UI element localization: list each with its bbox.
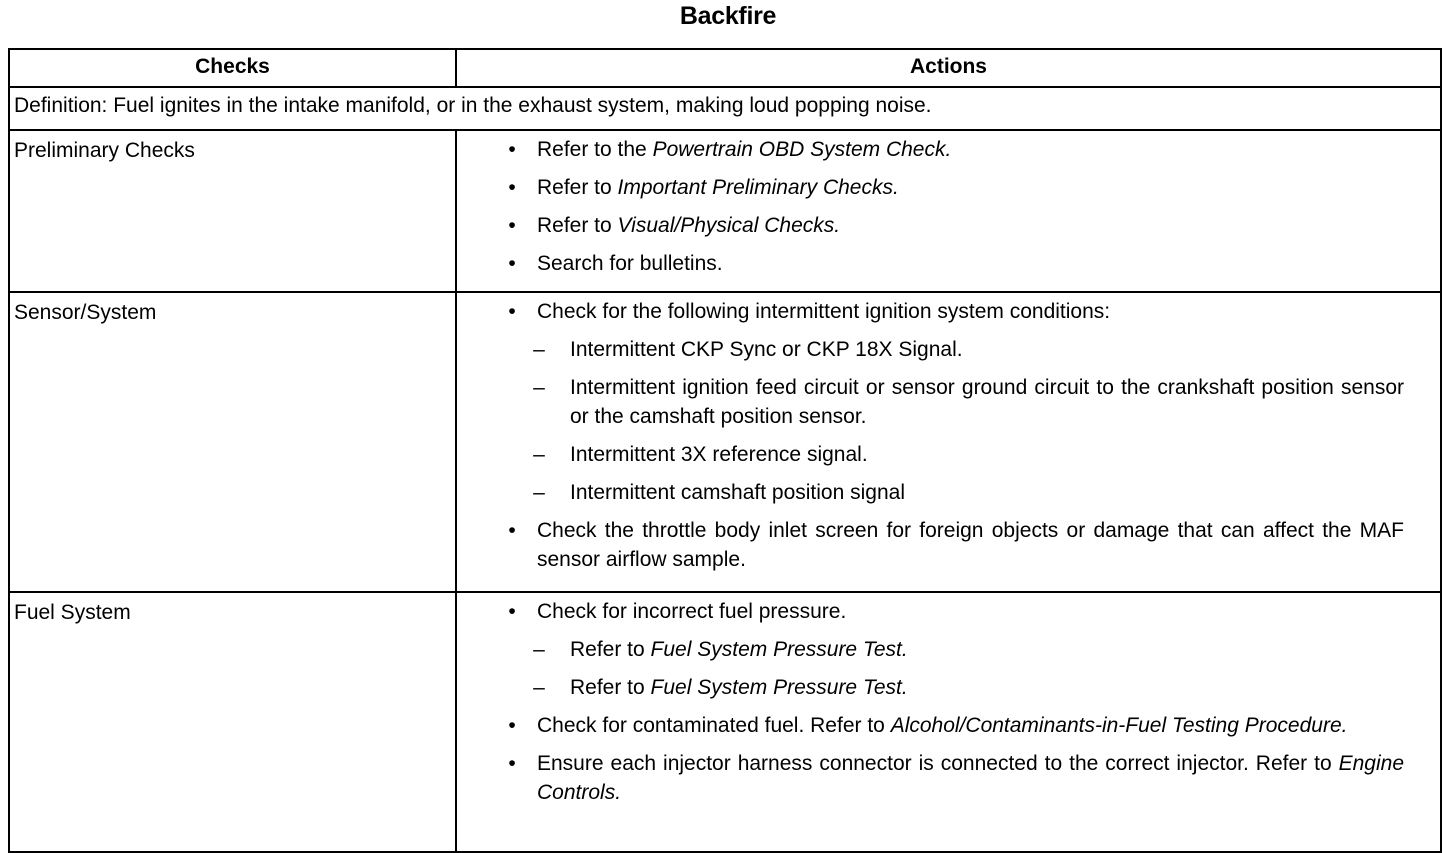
action-text: Intermittent camshaft position signal (570, 481, 905, 504)
action-sub-item (497, 373, 1404, 431)
bullet-icon: • (508, 300, 516, 323)
action-text: Ensure each injector harness connector is connected to the correct injector. Refer to (537, 752, 1339, 775)
dash-icon: – (533, 443, 545, 466)
dash-icon: – (533, 676, 545, 699)
actions-cell (456, 292, 1441, 592)
action-text: Intermittent 3X reference signal. (570, 443, 868, 466)
action-reference: Engine Controls. (537, 752, 1404, 804)
action-reference: Important Preliminary Checks. (617, 176, 899, 199)
action-text: Refer to (537, 176, 618, 199)
action-reference: Powertrain OBD System Check. (652, 138, 952, 161)
action-bullet-item (497, 135, 1404, 164)
table-row (9, 130, 1441, 292)
check-cell: Preliminary Checks (9, 130, 456, 292)
definition-cell: Definition: Fuel ignites in the intake manifold, or in the exhaust system, making loud popping noise. (9, 87, 1441, 130)
dash-icon: – (533, 481, 545, 504)
action-sub-item (497, 335, 1404, 364)
action-text: Check the throttle body inlet screen for foreign objects or damage that can affect the MAF sensor airflow sample. (537, 519, 1404, 571)
actions-cell (456, 592, 1441, 852)
action-text: Intermittent CKP Sync or CKP 18X Signal. (570, 338, 963, 361)
table-row (9, 592, 1441, 852)
action-reference: Fuel System Pressure Test. (650, 676, 908, 699)
action-bullet-item (497, 173, 1404, 202)
action-bullet-item (497, 597, 1404, 626)
bullet-icon: • (508, 138, 516, 161)
action-sub-item (497, 440, 1404, 469)
action-bullet-item (497, 249, 1404, 278)
actions-cell (456, 130, 1441, 292)
checks-column-header: Checks (9, 49, 456, 87)
action-reference: Visual/Physical Checks. (617, 214, 841, 237)
action-bullet-item (497, 516, 1404, 574)
bullet-icon: • (508, 600, 516, 623)
action-text: Refer to the (537, 138, 653, 161)
action-text: Refer to (570, 676, 651, 699)
table-row (9, 292, 1441, 592)
dash-icon: – (533, 376, 545, 399)
bullet-icon: • (508, 176, 516, 199)
action-reference: Fuel System Pressure Test. (650, 638, 908, 661)
action-text: Refer to (537, 214, 618, 237)
action-bullet-item (497, 297, 1404, 326)
document-title: Backfire (679, 2, 777, 30)
action-reference: Alcohol/Contaminants-in-Fuel Testing Procedure. (890, 714, 1348, 737)
action-sub-item (497, 478, 1404, 507)
dash-icon: – (533, 338, 545, 361)
action-text: Check for contaminated fuel. Refer to (537, 714, 891, 737)
action-text: Search for bulletins. (537, 252, 723, 275)
dash-icon: – (533, 638, 545, 661)
bullet-icon: • (508, 752, 516, 775)
diagnostic-table (8, 48, 1442, 853)
action-sub-item (497, 673, 1404, 702)
check-cell: Fuel System (9, 592, 456, 852)
bullet-icon: • (508, 252, 516, 275)
actions-column-header: Actions (456, 49, 1441, 87)
bullet-icon: • (508, 714, 516, 737)
check-cell: Sensor/System (9, 292, 456, 592)
action-text: Check for incorrect fuel pressure. (537, 600, 847, 623)
action-bullet-item (497, 749, 1404, 807)
action-text: Refer to (570, 638, 651, 661)
action-bullet-item (497, 211, 1404, 240)
action-text: Check for the following intermittent ignition system conditions: (537, 300, 1111, 323)
action-text: Intermittent ignition feed circuit or sensor ground circuit to the crankshaft position sensor or the camshaft position sensor. (570, 376, 1404, 428)
action-bullet-item (497, 711, 1404, 740)
action-sub-item (497, 635, 1404, 664)
bullet-icon: • (508, 519, 516, 542)
bullet-icon: • (508, 214, 516, 237)
